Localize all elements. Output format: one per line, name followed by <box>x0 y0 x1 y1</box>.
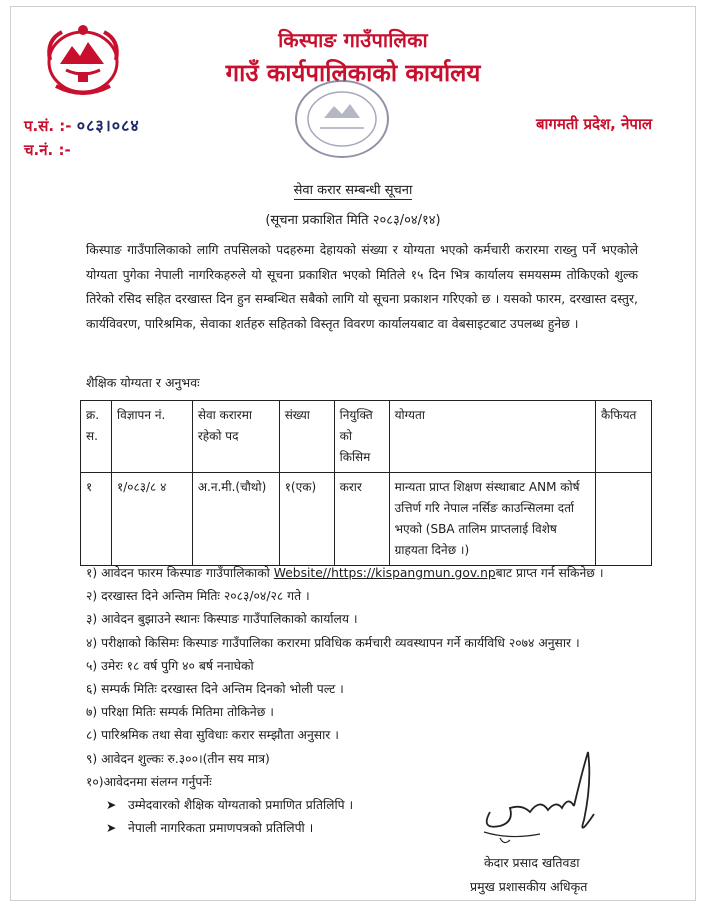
signatory-name: केदार प्रसाद खतिवडा <box>484 855 580 870</box>
province-label: बागमती प्रदेश, नेपाल <box>535 115 652 133</box>
cell-post: अ.न.मी.(चौथो) <box>192 473 279 566</box>
column-header-post: सेवा करारमा रहेको पद <box>192 401 279 473</box>
published-date: (सूचना प्रकाशित मिति २०८३/०४/१४) <box>265 213 441 228</box>
intro-paragraph: किस्पाङ गाउँपालिकाको लागि तपसिलको पदहरुमा देहायको संख्या र योग्यता भएको कर्मचारी करारमा राख्नु पर्ने भएकोले योग्यता पुगेका नेपाली नागरिकहरुले यो सूचना प्रकाशित भएको मितिले १५ दिन भित्र कार्यालय समयसम्म तोकिएको शुल्क तिरेको रसिद सहित दरखास्त दिन हुन सम्बन्धित सबैको लागि यो सूचना प्रकाशन गरिएको छ । यसको फारम, दरखास्त दस्तुर, कार्यविवरण, पारिश्रमिक, सेवाका शर्तहरु सहितको विस्तृत विवरण कार्यालयबाट वा वेबसाइटबाट उपलब्ध हुनेछ । <box>86 242 638 331</box>
notice-title: सेवा करार सम्बन्धी सूचना <box>293 183 413 198</box>
qualification-heading: शैक्षिक योग्यता र अनुभवः <box>86 375 200 390</box>
column-header-sn: क्र. स. <box>81 401 112 473</box>
condition-3: ३) आवेदन बुझाउने स्थानः किस्पाङ गाउँपालिकाको कार्यालय । <box>86 612 358 627</box>
cell-count: १(एक) <box>279 473 334 566</box>
condition-9: ९) आवेदन शुल्कः रु.३००।(तीन सय मात्र) <box>86 751 270 766</box>
arrow-bullet-icon: ➤ <box>106 821 117 836</box>
table-header-row <box>81 401 652 473</box>
table-row <box>81 473 652 566</box>
signatory-title: प्रमुख प्रशासकीय अधिकृत <box>470 879 588 894</box>
condition-1: १) आवेदन फारम किस्पाङ गाउँपालिकाको Website//https://kispangmun.gov.npबाट प्राप्त गर्न सकिनेछ । <box>86 566 604 580</box>
condition-10: १०)आवेदनमा संलग्न गर्नुपर्नेः <box>86 774 212 789</box>
column-header-count: संख्या <box>279 401 334 473</box>
condition-6: ६) सम्पर्क मितिः दरखास्त दिने अन्तिम दिनको भोली पल्ट । <box>86 682 344 697</box>
cell-appointment-type: करार <box>334 473 389 566</box>
cell-advertisement-no: १/०८३/८ ४ <box>111 473 192 566</box>
condition-4: ४) परीक्षाको किसिमः किस्पाङ गाउँपालिका करारमा प्रविधिक कर्मचारी व्यवस्थापन गर्ने कार्यविधि २०७४ अनुसार । <box>86 635 580 650</box>
office-stamp-icon <box>290 76 394 162</box>
org-name: किस्पाङ गाउँपालिका <box>278 28 428 52</box>
reference-number <box>24 114 140 136</box>
dispatch-number-label: च.नं. :- <box>24 141 71 159</box>
ps-value: ०८३।०८४ <box>76 116 140 135</box>
condition-2: २) दरखास्त दिने अन्तिम मितिः २०८३/०४/२८ गते । <box>86 589 310 604</box>
ps-label: प.सं. :- <box>24 117 72 135</box>
column-header-appointment-type: नियुक्ति को किसिम <box>334 401 389 473</box>
condition-8: ८) पारिश्रमिक तथा सेवा सुविधाः करार सम्झौता अनुसार । <box>86 728 339 743</box>
cell-sn: १ <box>81 473 112 566</box>
column-header-qualification: योग्यता <box>389 401 595 473</box>
attachment-item-1: ➤ उम्मेदवारको शैक्षिक योग्यताको प्रमाणित प्रतिलिपि । <box>86 794 656 817</box>
condition-7: ७) परिक्षा मितिः सम्पर्क मितिमा तोकिनेछ । <box>86 705 274 720</box>
website-link[interactable]: Website//https://kispangmun.gov.np <box>273 566 496 580</box>
arrow-bullet-icon: ➤ <box>106 798 117 813</box>
office-name: गाउँ कार्यपालिकाको कार्यालय <box>225 59 481 87</box>
handwritten-signature <box>470 742 620 852</box>
condition-5: ५) उमेरः १८ वर्ष पुगि ४० बर्ष ननाघेको <box>86 658 254 673</box>
cell-remarks <box>596 473 652 566</box>
cell-qualification: मान्यता प्राप्त शिक्षण संस्थाबाट ANM कोर्ष उत्तिर्ण गरि नेपाल नर्सिङ काउन्सिलमा दर्ता भएको (SBA तालिम प्राप्तलाई विशेष ग्राहयता दिनेछ ।) <box>389 473 595 566</box>
vacancy-table <box>80 400 652 566</box>
column-header-remarks: कैफियत <box>596 401 652 473</box>
column-header-advertisement-no: विज्ञापन नं. <box>111 401 192 473</box>
attachment-item-2: ➤ नेपाली नागरिकता प्रमाणपत्रको प्रतिलिपी । <box>86 817 656 840</box>
